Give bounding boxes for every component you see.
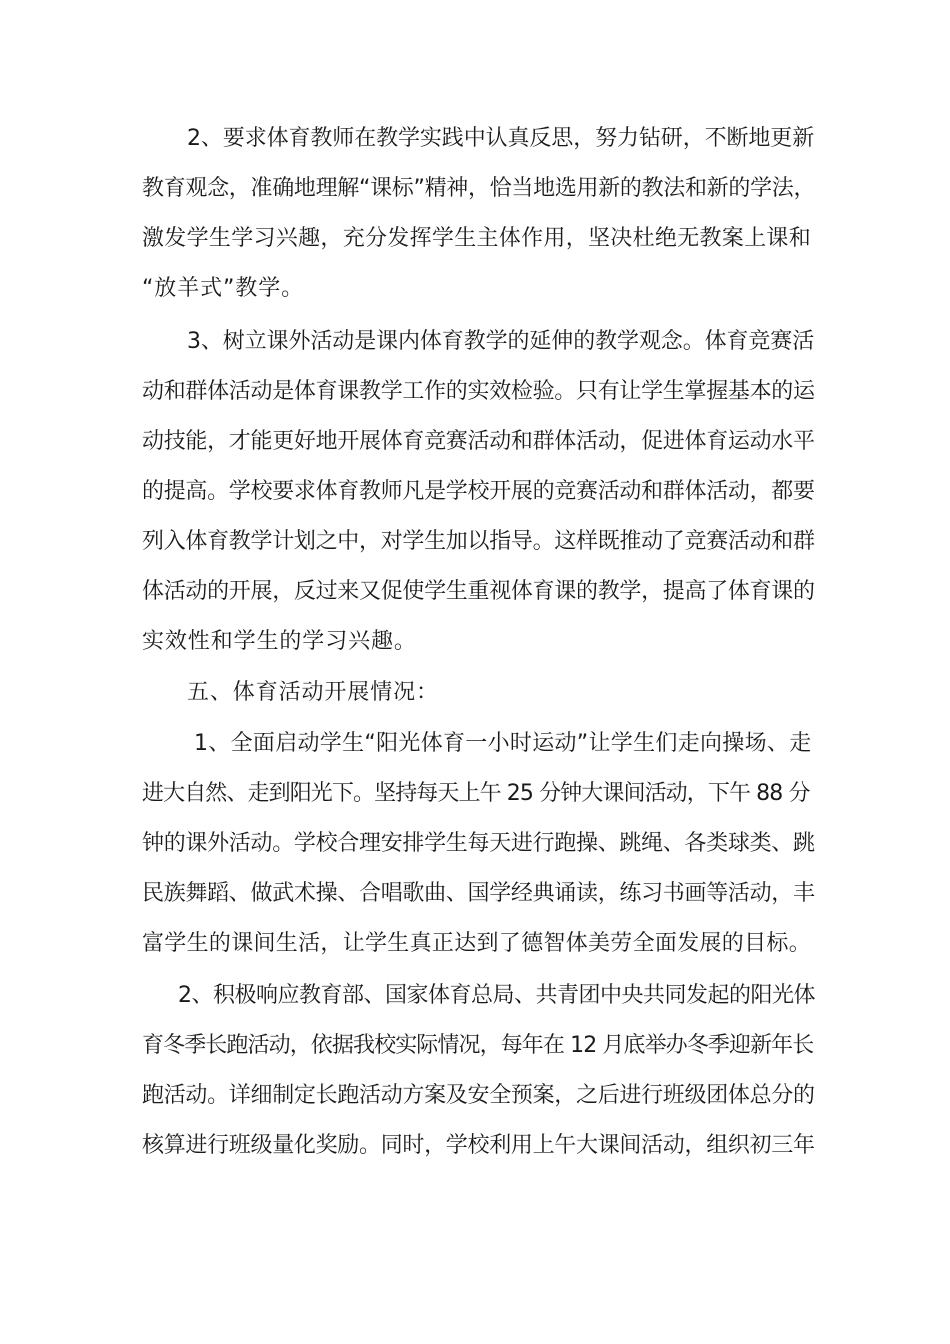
text-line: 实效性和学生的学习兴趣。: [142, 629, 417, 654]
section-heading: 五、体育活动开展情况：: [187, 680, 439, 705]
text-line: “放羊式”教学。: [142, 276, 304, 301]
text-line: 体活动的开展，反过来又促使学生重视体育课的教学，提高了体育课的: [142, 579, 815, 604]
text-line: 育冬季长跑活动，依据我校实际情况，每年在 12 月底举办冬季迎新年长: [142, 1033, 814, 1058]
text-line: 核算进行班级量化奖励。同时，学校利用上午大课间活动，组织初三年: [142, 1133, 815, 1158]
text-line: 1、全面启动学生“阳光体育一小时运动”让学生们走向操场、走: [194, 731, 812, 756]
text-line: 的提高。学校要求体育教师凡是学校开展的竞赛活动和群体活动，都要: [142, 479, 815, 504]
text-line: 2、积极响应教育部、国家体育总局、共青团中央共同发起的阳光体: [178, 983, 815, 1008]
text-line: 教育观念，准确地理解“课标”精神，恰当地选用新的教法和新的学法，: [142, 176, 816, 201]
text-line: 民族舞蹈、做武术操、合唱歌曲、国学经典诵读，练习书画等活动，丰: [142, 881, 815, 906]
text-line: 3、树立课外活动是课内体育教学的延伸的教学观念。体育竞赛活: [187, 329, 815, 354]
text-line: 激发学生学习兴趣，充分发挥学生主体作用，坚决杜绝无教案上课和: [142, 226, 812, 251]
text-line: 动和群体活动是体育课教学工作的实效检验。只有让学生掌握基本的运: [142, 379, 815, 404]
text-line: 进大自然、走到阳光下。坚持每天上午 25 分钟大课间活动，下午 88 分: [142, 781, 810, 806]
text-line: 跑活动。详细制定长跑活动方案及安全预案，之后进行班级团体总分的: [142, 1083, 815, 1108]
text-line: 2、要求体育教师在教学实践中认真反思，努力钻研，不断地更新: [187, 126, 815, 151]
text-line: 列入体育教学计划之中，对学生加以指导。这样既推动了竞赛活动和群: [142, 529, 815, 554]
text-line: 钟的课外活动。学校合理安排学生每天进行跑操、跳绳、各类球类、跳: [142, 831, 815, 856]
text-line: 动技能，才能更好地开展体育竞赛活动和群体活动，促进体育运动水平: [142, 429, 815, 454]
text-line: 富学生的课间生活，让学生真正达到了德智体美劳全面发展的目标。: [142, 931, 812, 956]
